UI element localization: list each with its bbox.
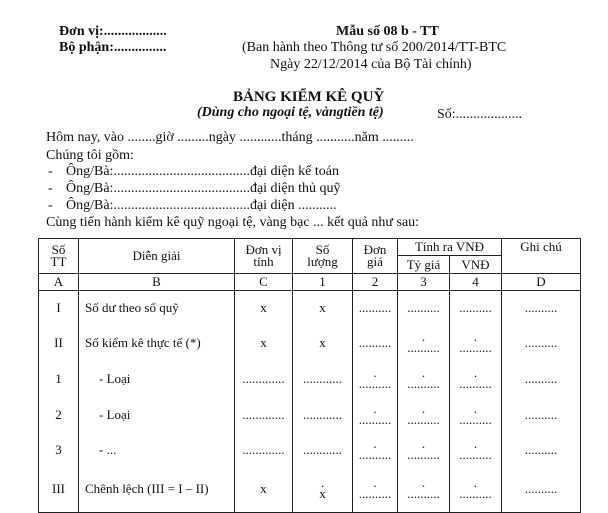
- document-subtitle: (Dùng cho ngoại tệ, vàngtiền tệ): [197, 105, 384, 120]
- row-unit: .............: [235, 397, 293, 433]
- row-note: ..........: [502, 291, 581, 325]
- table-row: [39, 325, 581, 361]
- row-rate: . ..........: [398, 325, 450, 361]
- row-price: ..........: [353, 325, 398, 361]
- row-price: . ..........: [353, 361, 398, 397]
- row-vnd: . ..........: [450, 361, 502, 397]
- issued-by-text: (Ban hành theo Thông tư số 200/2014/TT-BTC: [242, 40, 507, 55]
- row-stt: 2: [39, 397, 79, 433]
- person-dash: -: [48, 164, 53, 179]
- row-rate: . ..........: [398, 397, 450, 433]
- row-description: - Loại: [79, 361, 235, 397]
- table-row: [39, 467, 581, 513]
- row-price: . ..........: [353, 433, 398, 467]
- row-stt: 3: [39, 433, 79, 467]
- document-number: Số:...................: [437, 107, 523, 122]
- row-vnd: . ..........: [450, 397, 502, 433]
- row-note: ..........: [502, 467, 581, 513]
- code-d: D: [502, 274, 581, 291]
- row-stt: III: [39, 467, 79, 513]
- row-description: Số dư theo sổ quỹ: [79, 291, 235, 325]
- row-description: Số kiểm kê thực tế (*): [79, 325, 235, 361]
- table-row: [39, 397, 581, 433]
- row-stt: II: [39, 325, 79, 361]
- row-description: - ...: [79, 433, 235, 467]
- header-vnd: VNĐ: [450, 256, 502, 274]
- code-b: B: [79, 274, 235, 291]
- table-row: [39, 291, 581, 325]
- row-price: . ..........: [353, 467, 398, 513]
- row-quantity: ............: [293, 361, 353, 397]
- header-description: Diễn giải: [79, 239, 235, 274]
- person-accountant-line: Ông/Bà:.......................................đại diện kế toán: [66, 164, 339, 179]
- code-4: 4: [450, 274, 502, 291]
- row-note: ..........: [502, 397, 581, 433]
- we-include-text: Chúng tôi gồm:: [46, 148, 134, 163]
- person-cashier-line: Ông/Bà:.......................................đại diện thủ quỹ: [66, 181, 341, 196]
- row-description: - Loại: [79, 397, 235, 433]
- unit-label: Đơn vị:..................: [59, 24, 167, 39]
- document-title: BẢNG KIỂM KÊ QUỸ: [233, 89, 385, 105]
- row-rate: ..........: [398, 291, 450, 325]
- today-line: Hôm nay, vào ........giờ .........ngày ............tháng ...........năm .........: [46, 130, 414, 145]
- header-stt: Số TT: [39, 239, 79, 274]
- row-rate: . ..........: [398, 467, 450, 513]
- header-quantity: Số lượng: [293, 239, 353, 274]
- row-unit: .............: [235, 361, 293, 397]
- fund-inventory-table: [38, 238, 581, 513]
- code-1: 1: [293, 274, 353, 291]
- row-rate: . ..........: [398, 361, 450, 397]
- row-quantity: x: [293, 291, 353, 325]
- row-note: ..........: [502, 361, 581, 397]
- header-rate: Tỷ giá: [398, 256, 450, 274]
- row-quantity: ............: [293, 397, 353, 433]
- row-rate: . ..........: [398, 433, 450, 467]
- person-other-line: Ông/Bà:.......................................đại diện ...........: [66, 198, 337, 213]
- header-unit: Đơn vị tính: [235, 239, 293, 274]
- row-note: ..........: [502, 325, 581, 361]
- header-price: Đơn giá: [353, 239, 398, 274]
- person-dash: -: [48, 198, 53, 213]
- row-stt: 1: [39, 361, 79, 397]
- row-description: Chênh lệch (III = I – II): [79, 467, 235, 513]
- code-a: A: [39, 274, 79, 291]
- form-number: Mẫu số 08 b - TT: [336, 24, 439, 39]
- header-vnd-group: Tính ra VNĐ: [398, 239, 502, 256]
- row-vnd: . ..........: [450, 325, 502, 361]
- row-price: . ..........: [353, 397, 398, 433]
- row-quantity: ............: [293, 433, 353, 467]
- row-stt: I: [39, 291, 79, 325]
- row-unit: x: [235, 291, 293, 325]
- row-unit: .............: [235, 433, 293, 467]
- row-quantity: x: [293, 325, 353, 361]
- department-label: Bộ phận:...............: [59, 40, 167, 55]
- table-row: [39, 433, 581, 467]
- row-vnd: . ..........: [450, 433, 502, 467]
- code-3: 3: [398, 274, 450, 291]
- result-line: Cùng tiến hành kiểm kê quỹ ngoại tệ, vàng bạc ... kết quả như sau:: [46, 215, 420, 230]
- header-note: Ghi chú: [502, 239, 581, 274]
- row-unit: x: [235, 325, 293, 361]
- person-dash: -: [48, 181, 53, 196]
- issued-date-text: Ngày 22/12/2014 của Bộ Tài chính): [270, 57, 472, 72]
- row-note: ..........: [502, 433, 581, 467]
- row-unit: x: [235, 467, 293, 513]
- row-quantity: . x: [293, 467, 353, 513]
- code-c: C: [235, 274, 293, 291]
- table-row: [39, 361, 581, 397]
- row-price: ..........: [353, 291, 398, 325]
- code-2: 2: [353, 274, 398, 291]
- row-vnd: . ..........: [450, 467, 502, 513]
- row-vnd: ..........: [450, 291, 502, 325]
